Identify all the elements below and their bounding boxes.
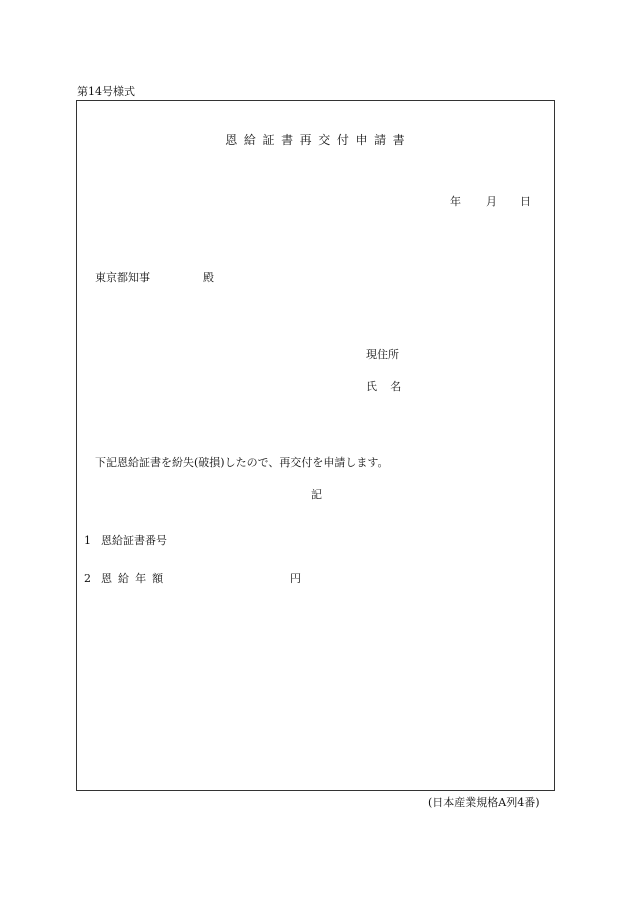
ki-label: 記 <box>311 488 322 501</box>
body-text: 下記恩給証書を紛失(破損)したので、再交付を申請します。 <box>95 456 389 469</box>
addressee: 東京都知事 <box>95 271 150 284</box>
honorific: 殿 <box>203 271 214 284</box>
name-label: 氏名 <box>366 380 415 393</box>
date-day-label: 日 <box>520 195 531 208</box>
item-number: 1 <box>84 534 91 547</box>
paper-size-note: (日本産業規格A列4番) <box>428 796 540 809</box>
date-year-label: 年 <box>450 195 461 208</box>
item-label-annual-amount: 恩給年額 <box>101 572 170 585</box>
item-label-certificate-number: 恩給証書番号 <box>101 534 167 547</box>
document-title: 恩給証書再交付申請書 <box>225 133 412 147</box>
form-number: 第14号様式 <box>77 85 135 98</box>
date-month-label: 月 <box>486 195 497 208</box>
address-label: 現住所 <box>366 348 399 361</box>
form-frame <box>76 100 555 791</box>
item-number: 2 <box>84 572 91 585</box>
item-unit-yen: 円 <box>290 572 301 585</box>
